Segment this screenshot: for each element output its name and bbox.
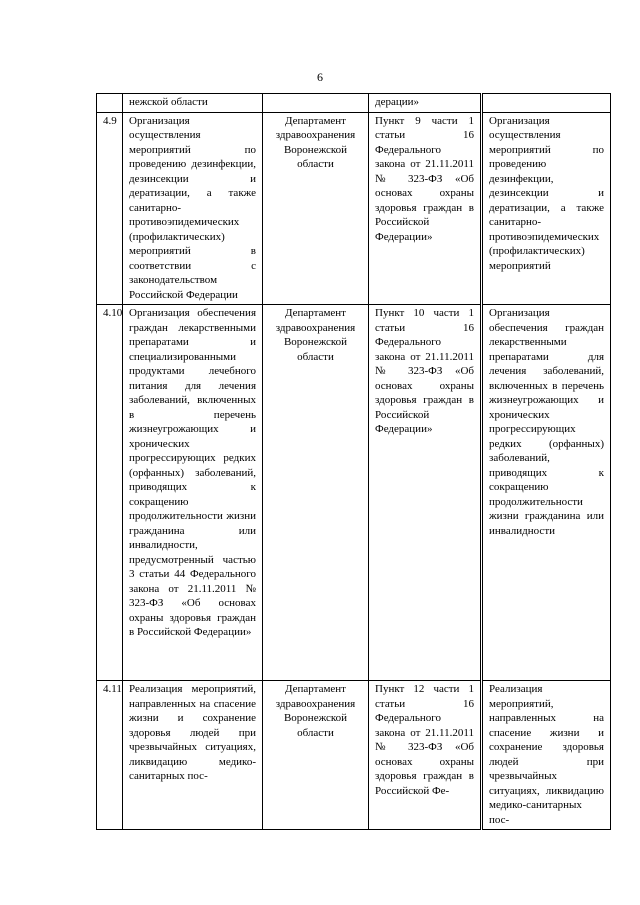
- cell-legal-basis: Пункт 12 части 1 статьи 16 Федерального закона от 21.11.2011 № 323-ФЗ «Об основах охраны здоровья граждан в Российской Фе-: [369, 681, 482, 830]
- cell-description: нежской области: [123, 94, 263, 113]
- cell-num: [97, 94, 123, 113]
- cell-function-name: Реализация мероприятий, направленных на спасение жизни и сохранение здоровья людей при чрезвычайных ситуациях, ликвидацию медико-санитарных пос-: [482, 681, 611, 830]
- cell-function-name: [482, 94, 611, 113]
- functions-table: [96, 93, 611, 830]
- table-row: [97, 681, 611, 830]
- cell-function-name: Организация осуществления мероприятий по проведению дезинфекции, дезинсекции и дератизации, а также санитарно-противоэпидемических (профилактических) мероприятий: [482, 112, 611, 305]
- cell-description: Организация осуществления мероприятий по проведению дезинфекции, дезинсекции и дератизации, а также санитарно-противоэпидемических (профилактических) мероприятий в соответствии с законодательством Российской Федерации: [123, 112, 263, 305]
- table-row: [97, 112, 611, 305]
- cell-legal-basis: дерации»: [369, 94, 482, 113]
- cell-department: Департамент здравоохранения Воронежской области: [263, 681, 369, 830]
- cell-num: 4.11: [97, 681, 123, 830]
- cell-num: 4.9: [97, 112, 123, 305]
- table-row-continuation: [97, 94, 611, 113]
- cell-legal-basis: Пункт 10 части 1 статьи 16 Федерального закона от 21.11.2011 № 323-ФЗ «Об основах охраны здоровья граждан в Российской Федерации»: [369, 305, 482, 681]
- cell-department: [263, 94, 369, 113]
- cell-description: Реализация мероприятий, направленных на спасение жизни и сохранение здоровья людей при чрезвычайных ситуациях, ликвидацию медико-санитарных пос-: [123, 681, 263, 830]
- page-number: 6: [317, 70, 323, 84]
- cell-description: Организация обеспечения граждан лекарственными препаратами и специализированными продуктами лечебного питания для лечения заболеваний, включенных в перечень жизнеугрожающих и хронических прогрессирующих редких (орфанных) заболеваний, приводящих к сокращению продолжительности жизни гражданина или инвалидности, предусмотренный частью 3 статьи 44 Федерального закона от 21.11.2011 № 323-ФЗ «Об основах охраны здоровья граждан в Российской Федерации»: [123, 305, 263, 681]
- cell-department: Департамент здравоохранения Воронежской области: [263, 112, 369, 305]
- cell-legal-basis: Пункт 9 части 1 статьи 16 Федерального закона от 21.11.2011 № 323-ФЗ «Об основах охраны здоровья граждан в Российской Федерации»: [369, 112, 482, 305]
- cell-num: 4.10: [97, 305, 123, 681]
- cell-function-name: Организация обеспечения граждан лекарственными препаратами для лечения заболеваний, включенных в перечень жизнеугрожающих и хронических прогрессирующих редких (орфанных) заболеваний, приводящих к сокращению продолжительности жизни гражданина или инвалидности: [482, 305, 611, 681]
- cell-department: Департамент здравоохранения Воронежской области: [263, 305, 369, 681]
- table-row: [97, 305, 611, 681]
